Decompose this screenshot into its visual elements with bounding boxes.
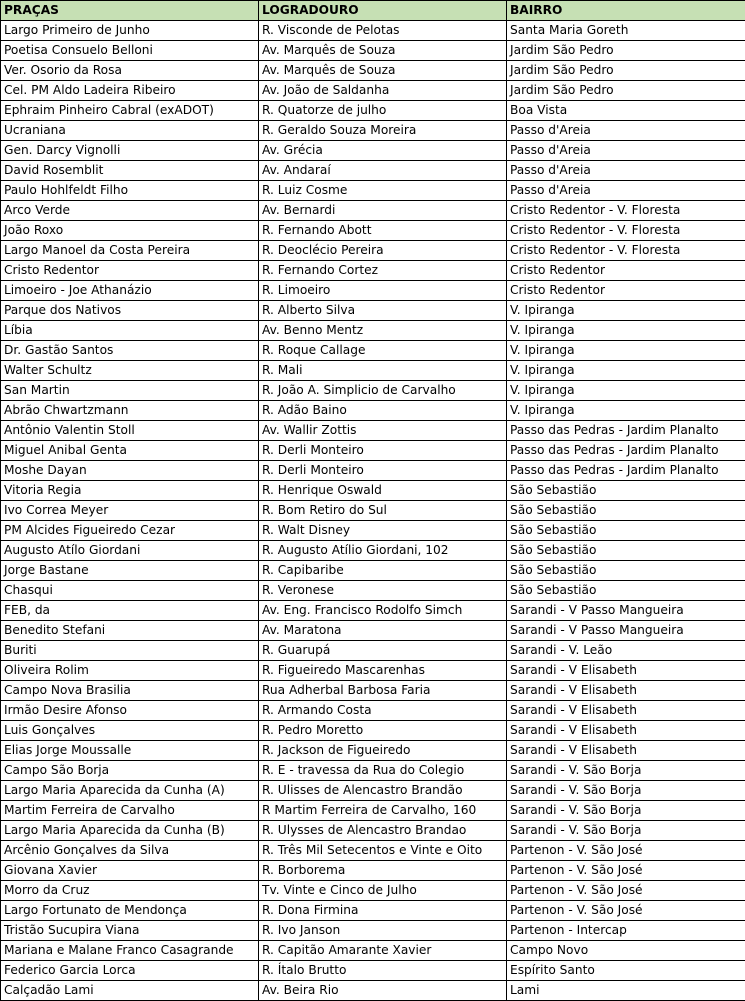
cell-bairro: V. Ipiranga	[507, 401, 745, 421]
cell-praca: Antônio Valentin Stoll	[1, 421, 259, 441]
table-row	[1, 941, 745, 961]
table-row	[1, 161, 745, 181]
cell-logradouro: R. Roque Callage	[259, 341, 507, 361]
cell-logradouro: R. Derli Monteiro	[259, 441, 507, 461]
cell-praca: Cristo Redentor	[1, 261, 259, 281]
cell-logradouro: Av. Marquês de Souza	[259, 61, 507, 81]
cell-logradouro: Av. Beira Rio	[259, 981, 507, 1001]
cell-logradouro: R. Limoeiro	[259, 281, 507, 301]
table-row	[1, 621, 745, 641]
table-row	[1, 481, 745, 501]
table-row	[1, 421, 745, 441]
cell-praca: Largo Fortunato de Mendonça	[1, 901, 259, 921]
table-row	[1, 741, 745, 761]
cell-bairro: Passo d'Areia	[507, 141, 745, 161]
cell-logradouro: R. Walt Disney	[259, 521, 507, 541]
table-row	[1, 581, 745, 601]
cell-bairro: Passo das Pedras - Jardim Planalto	[507, 421, 745, 441]
cell-logradouro: Av. Maratona	[259, 621, 507, 641]
table-row	[1, 361, 745, 381]
table-row	[1, 81, 745, 101]
table-row	[1, 901, 745, 921]
cell-logradouro: Rua Adherbal Barbosa Faria	[259, 681, 507, 701]
cell-bairro: V. Ipiranga	[507, 301, 745, 321]
cell-praca: Luis Gonçalves	[1, 721, 259, 741]
cell-bairro: Sarandi - V. São Borja	[507, 761, 745, 781]
cell-bairro: V. Ipiranga	[507, 321, 745, 341]
header-pracas: PRAÇAS	[1, 1, 259, 21]
table-row	[1, 501, 745, 521]
cell-bairro: V. Ipiranga	[507, 341, 745, 361]
cell-logradouro: Tv. Vinte e Cinco de Julho	[259, 881, 507, 901]
cell-logradouro: Av. Benno Mentz	[259, 321, 507, 341]
table-row	[1, 41, 745, 61]
cell-logradouro: R. Borborema	[259, 861, 507, 881]
cell-logradouro: R. João A. Simplicio de Carvalho	[259, 381, 507, 401]
table-row	[1, 961, 745, 981]
table-row	[1, 821, 745, 841]
cell-praca: Vitoria Regia	[1, 481, 259, 501]
cell-logradouro: R. Adão Baino	[259, 401, 507, 421]
cell-logradouro: Av. Bernardi	[259, 201, 507, 221]
table-row	[1, 121, 745, 141]
cell-logradouro: R. Deoclécio Pereira	[259, 241, 507, 261]
cell-praca: San Martin	[1, 381, 259, 401]
header-row	[1, 1, 745, 21]
cell-praca: Jorge Bastane	[1, 561, 259, 581]
table-row	[1, 181, 745, 201]
table-row	[1, 661, 745, 681]
cell-praca: Augusto Atílo Giordani	[1, 541, 259, 561]
cell-logradouro: R. Geraldo Souza Moreira	[259, 121, 507, 141]
cell-bairro: Passo das Pedras - Jardim Planalto	[507, 441, 745, 461]
cell-logradouro: R. Visconde de Pelotas	[259, 21, 507, 41]
cell-praca: Buriti	[1, 641, 259, 661]
table-row	[1, 441, 745, 461]
cell-praca: Tristão Sucupira Viana	[1, 921, 259, 941]
cell-praca: Parque dos Nativos	[1, 301, 259, 321]
cell-praca: Líbia	[1, 321, 259, 341]
cell-logradouro: R. E - travessa da Rua do Colegio	[259, 761, 507, 781]
cell-praca: Ephraim Pinheiro Cabral (exADOT)	[1, 101, 259, 121]
cell-logradouro: Av. Eng. Francisco Rodolfo Simch	[259, 601, 507, 621]
cell-logradouro: Av. Wallir Zottis	[259, 421, 507, 441]
cell-praca: Dr. Gastão Santos	[1, 341, 259, 361]
cell-praca: Morro da Cruz	[1, 881, 259, 901]
cell-praca: Martim Ferreira de Carvalho	[1, 801, 259, 821]
table-row	[1, 541, 745, 561]
table-row	[1, 281, 745, 301]
table-row	[1, 861, 745, 881]
table-row	[1, 261, 745, 281]
table-row	[1, 721, 745, 741]
cell-bairro: Jardim São Pedro	[507, 81, 745, 101]
header-bairro: BAIRRO	[507, 1, 745, 21]
cell-bairro: Sarandi - V. São Borja	[507, 801, 745, 821]
cell-bairro: São Sebastião	[507, 481, 745, 501]
cell-praca: Campo Nova Brasilia	[1, 681, 259, 701]
cell-bairro: Lami	[507, 981, 745, 1001]
cell-praca: Largo Maria Aparecida da Cunha (B)	[1, 821, 259, 841]
table-row	[1, 301, 745, 321]
cell-bairro: V. Ipiranga	[507, 381, 745, 401]
cell-logradouro: R. Fernando Cortez	[259, 261, 507, 281]
cell-logradouro: R. Veronese	[259, 581, 507, 601]
cell-praca: David Rosemblit	[1, 161, 259, 181]
cell-bairro: V. Ipiranga	[507, 361, 745, 381]
cell-praca: João Roxo	[1, 221, 259, 241]
table-row	[1, 921, 745, 941]
cell-praca: Largo Manoel da Costa Pereira	[1, 241, 259, 261]
cell-bairro: Boa Vista	[507, 101, 745, 121]
cell-praca: Federico Garcia Lorca	[1, 961, 259, 981]
cell-logradouro: Av. João de Saldanha	[259, 81, 507, 101]
cell-praca: Giovana Xavier	[1, 861, 259, 881]
cell-praca: FEB, da	[1, 601, 259, 621]
cell-praca: Ver. Osorio da Rosa	[1, 61, 259, 81]
table-row	[1, 141, 745, 161]
table-row	[1, 321, 745, 341]
table-row	[1, 601, 745, 621]
cell-praca: Ucraniana	[1, 121, 259, 141]
cell-logradouro: R. Augusto Atílio Giordani, 102	[259, 541, 507, 561]
cell-bairro: Cristo Redentor - V. Floresta	[507, 241, 745, 261]
cell-praca: Limoeiro - Joe Athanázio	[1, 281, 259, 301]
cell-praca: Largo Primeiro de Junho	[1, 21, 259, 41]
cell-bairro: Sarandi - V Elisabeth	[507, 661, 745, 681]
cell-bairro: Partenon - V. São José	[507, 901, 745, 921]
table-row	[1, 201, 745, 221]
cell-bairro: Cristo Redentor - V. Floresta	[507, 221, 745, 241]
table-row	[1, 241, 745, 261]
cell-bairro: Santa Maria Goreth	[507, 21, 745, 41]
cell-bairro: Passo d'Areia	[507, 161, 745, 181]
cell-logradouro: R. Capitão Amarante Xavier	[259, 941, 507, 961]
cell-bairro: Cristo Redentor - V. Floresta	[507, 201, 745, 221]
cell-bairro: Sarandi - V. São Borja	[507, 781, 745, 801]
cell-logradouro: R. Ulisses de Alencastro Brandão	[259, 781, 507, 801]
cell-logradouro: R. Capibaribe	[259, 561, 507, 581]
table-row	[1, 381, 745, 401]
cell-logradouro: Av. Grécia	[259, 141, 507, 161]
table-row	[1, 981, 745, 1001]
table-row	[1, 221, 745, 241]
table-row	[1, 801, 745, 821]
cell-praca: PM Alcides Figueiredo Cezar	[1, 521, 259, 541]
cell-bairro: Sarandi - V. Leão	[507, 641, 745, 661]
cell-bairro: Passo d'Areia	[507, 121, 745, 141]
cell-praca: Paulo Hohlfeldt Filho	[1, 181, 259, 201]
cell-logradouro: R. Ivo Janson	[259, 921, 507, 941]
table-row	[1, 761, 745, 781]
cell-praca: Moshe Dayan	[1, 461, 259, 481]
cell-logradouro: R. Ulysses de Alencastro Brandao	[259, 821, 507, 841]
table-row	[1, 841, 745, 861]
cell-bairro: São Sebastião	[507, 561, 745, 581]
cell-logradouro: R. Dona Firmina	[259, 901, 507, 921]
cell-bairro: São Sebastião	[507, 581, 745, 601]
cell-praca: Miguel Anibal Genta	[1, 441, 259, 461]
cell-bairro: Espírito Santo	[507, 961, 745, 981]
cell-praca: Oliveira Rolim	[1, 661, 259, 681]
cell-bairro: Sarandi - V Elisabeth	[507, 721, 745, 741]
cell-praca: Ivo Correa Meyer	[1, 501, 259, 521]
cell-bairro: Sarandi - V Elisabeth	[507, 741, 745, 761]
cell-bairro: São Sebastião	[507, 541, 745, 561]
cell-praca: Mariana e Malane Franco Casagrande	[1, 941, 259, 961]
cell-logradouro: R. Luiz Cosme	[259, 181, 507, 201]
cell-bairro: Cristo Redentor	[507, 281, 745, 301]
cell-bairro: Sarandi - V. São Borja	[507, 821, 745, 841]
cell-praca: Benedito Stefani	[1, 621, 259, 641]
table-row	[1, 61, 745, 81]
table-row	[1, 701, 745, 721]
cell-logradouro: R. Pedro Moretto	[259, 721, 507, 741]
cell-logradouro: R. Jackson de Figueiredo	[259, 741, 507, 761]
cell-praca: Walter Schultz	[1, 361, 259, 381]
cell-praca: Elias Jorge Moussalle	[1, 741, 259, 761]
cell-logradouro: R. Quatorze de julho	[259, 101, 507, 121]
cell-bairro: Campo Novo	[507, 941, 745, 961]
table-row	[1, 461, 745, 481]
cell-bairro: Passo das Pedras - Jardim Planalto	[507, 461, 745, 481]
cell-praca: Campo São Borja	[1, 761, 259, 781]
cell-bairro: Partenon - Intercap	[507, 921, 745, 941]
cell-logradouro: Av. Andaraí	[259, 161, 507, 181]
table-row	[1, 401, 745, 421]
table-row	[1, 641, 745, 661]
cell-praca: Abrão Chwartzmann	[1, 401, 259, 421]
cell-bairro: São Sebastião	[507, 521, 745, 541]
cell-bairro: Partenon - V. São José	[507, 841, 745, 861]
cell-bairro: Sarandi - V Passo Mangueira	[507, 621, 745, 641]
cell-logradouro: R. Henrique Oswald	[259, 481, 507, 501]
table-row	[1, 101, 745, 121]
cell-praca: Largo Maria Aparecida da Cunha (A)	[1, 781, 259, 801]
cell-logradouro: R Martim Ferreira de Carvalho, 160	[259, 801, 507, 821]
cell-bairro: Cristo Redentor	[507, 261, 745, 281]
cell-praca: Poetisa Consuelo Belloni	[1, 41, 259, 61]
cell-logradouro: R. Guarupá	[259, 641, 507, 661]
cell-bairro: São Sebastião	[507, 501, 745, 521]
cell-bairro: Jardim São Pedro	[507, 41, 745, 61]
cell-praca: Gen. Darcy Vignolli	[1, 141, 259, 161]
table-row	[1, 681, 745, 701]
cell-praca: Arco Verde	[1, 201, 259, 221]
header-logradouro: LOGRADOURO	[259, 1, 507, 21]
cell-logradouro: R. Bom Retiro do Sul	[259, 501, 507, 521]
table-row	[1, 881, 745, 901]
cell-logradouro: R. Fernando Abott	[259, 221, 507, 241]
cell-praca: Arcênio Gonçalves da Silva	[1, 841, 259, 861]
cell-logradouro: R. Mali	[259, 361, 507, 381]
cell-logradouro: R. Alberto Silva	[259, 301, 507, 321]
cell-bairro: Sarandi - V Passo Mangueira	[507, 601, 745, 621]
cell-bairro: Passo d'Areia	[507, 181, 745, 201]
cell-logradouro: R. Armando Costa	[259, 701, 507, 721]
cell-praca: Cel. PM Aldo Ladeira Ribeiro	[1, 81, 259, 101]
table-row	[1, 521, 745, 541]
cell-praca: Calçadão Lami	[1, 981, 259, 1001]
cell-bairro: Partenon - V. São José	[507, 861, 745, 881]
cell-logradouro: Av. Marquês de Souza	[259, 41, 507, 61]
table-row	[1, 561, 745, 581]
table-row	[1, 341, 745, 361]
cell-bairro: Partenon - V. São José	[507, 881, 745, 901]
cell-praca: Irmão Desire Afonso	[1, 701, 259, 721]
cell-logradouro: R. Figueiredo Mascarenhas	[259, 661, 507, 681]
table-row	[1, 781, 745, 801]
cell-logradouro: R. Derli Monteiro	[259, 461, 507, 481]
cell-bairro: Jardim São Pedro	[507, 61, 745, 81]
cell-logradouro: R. Ítalo Brutto	[259, 961, 507, 981]
cell-praca: Chasqui	[1, 581, 259, 601]
cell-bairro: Sarandi - V Elisabeth	[507, 681, 745, 701]
cell-bairro: Sarandi - V Elisabeth	[507, 701, 745, 721]
table-row	[1, 21, 745, 41]
cell-logradouro: R. Três Mil Setecentos e Vinte e Oito	[259, 841, 507, 861]
